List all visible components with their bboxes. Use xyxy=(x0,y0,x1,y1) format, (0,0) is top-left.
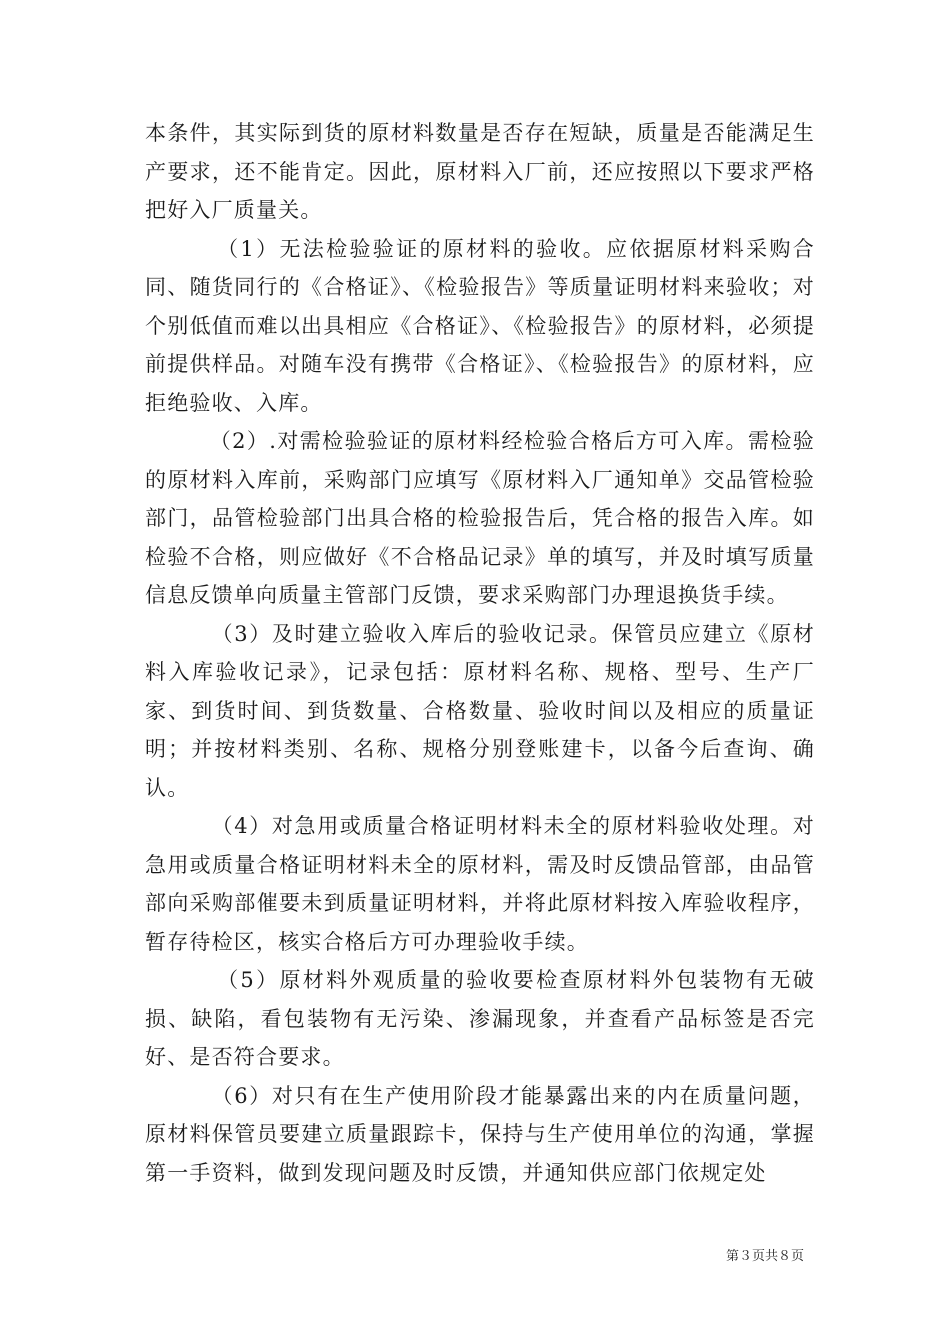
body-paragraph: （3）及时建立验收入库后的验收记录。保管员应建立《原材料入库验收记录》，记录包括：原材料名称、规格、型号、生产厂家、到货时间、到货数量、合格数量、验收时间以及相应的质量证明；并按材料类别、名称、规格分别登账建卡，以备今后查询、确认。 xyxy=(145,621,815,800)
body-paragraph: （5）原材料外观质量的验收要检查原材料外包装物有无破损、缺陷，看包装物有无污染、渗漏现象，并查看产品标签是否完好、是否符合要求。 xyxy=(145,968,815,1069)
body-paragraph: （1）无法检验验证的原材料的验收。应依据原材料采购合同、随货同行的《合格证》、《检验报告》等质量证明材料来验收；对个别低值而难以出具相应《合格证》、《检验报告》的原材料，必须提前提供样品。对随车没有携带《合格证》、《检验报告》的原材料，应拒绝验收、入库。 xyxy=(145,236,815,415)
page-number-footer: 第３页共８页 xyxy=(725,1249,804,1264)
body-paragraph: （2）.对需检验验证的原材料经检验合格后方可入库。需检验的原材料入库前，采购部门应填写《原材料入厂通知单》交品管检验部门，品管检验部门出具合格的检验报告后，凭合格的报告入库。如检验不合格，则应做好《不合格品记录》单的填写，并及时填写质量信息反馈单向质量主管部门反馈，要求采购部门办理退换货手续。 xyxy=(145,429,815,607)
body-paragraph: （6）对只有在生产使用阶段才能暴露出来的内在质量问题，原材料保管员要建立质量跟踪卡，保持与生产使用单位的沟通，掌握第一手资料，做到发现问题及时反馈，并通知供应部门依规定处 xyxy=(145,1083,815,1185)
document-body xyxy=(145,114,815,1192)
body-paragraph: （4）对急用或质量合格证明材料未全的原材料验收处理。对急用或质量合格证明材料未全的原材料，需及时反馈品管部，由品管部向采购部催要未到质量证明材料，并将此原材料按入库验收程序，暂存待检区，核实合格后方可办理验收手续。 xyxy=(145,814,815,954)
body-paragraph: 本条件，其实际到货的原材料数量是否存在短缺，质量是否能满足生产要求，还不能肯定。因此，原材料入厂前，还应按照以下要求严格把好入厂质量关。 xyxy=(145,121,815,222)
